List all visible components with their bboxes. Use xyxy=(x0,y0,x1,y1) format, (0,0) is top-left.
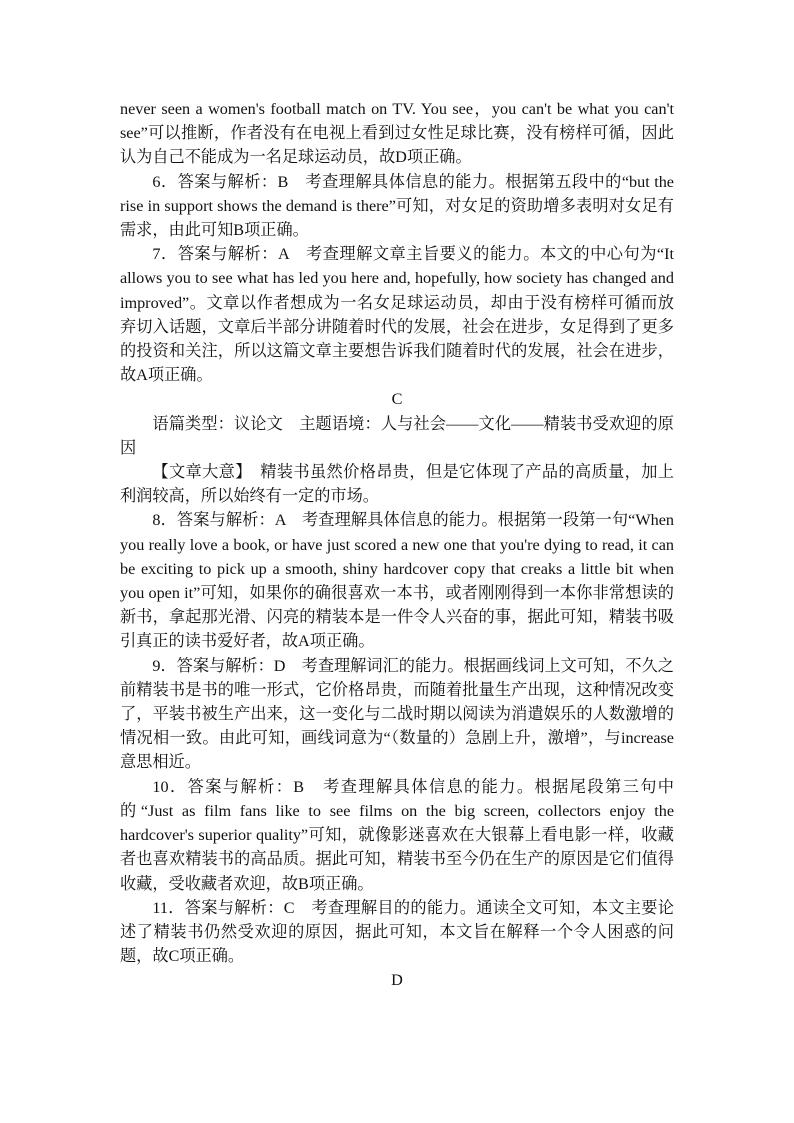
answer-9: 9．答案与解析：D 考查理解词汇的能力。根据画线词上文可知，不久之前精装书是书的唯一形式，它价格昂贵，而随着批量生产出现，这种情况改变了，平装书被生产出来，这一变化与二战时期以阅读为消遣娱乐的人数激增的情况相一致。由此可知，画线词意为“（数量的）急剧上升，激增”，与increase意思相近。 xyxy=(120,656,674,772)
document-page xyxy=(120,97,674,993)
answer-6: 6．答案与解析：B 考查理解具体信息的能力。根据第五段中的“but the rise in support shows the demand is there”可知，对女足的资助增多表明对女足有需求，由此可知B项正确。 xyxy=(120,172,674,240)
answer-7: 7．答案与解析：A 考查理解文章主旨要义的能力。本文的中心句为“It allows you to see what has led you here and, hopefully, how society has changed and improved”。文章以作者想成为一名女足球运动员，却由于没有榜样可循而放弃切入话题，文章后半部分讲随着时代的发展，社会在进步，女足得到了更多的投资和关注，所以这篇文章主要想告诉我们随着时代的发展，社会在进步，故A项正确。 xyxy=(120,245,674,385)
answer-10: 10．答案与解析：B 考查理解具体信息的能力。根据尾段第三句中的“Just as film fans like to see films on the big screen, collectors enjoy the hardcover's superior quality”可知，就像影迷喜欢在大银幕上看电影一样，收藏者也喜欢精装书的高品质。据此可知，精装书至今仍在生产的原因是它们值得收藏，受收藏者欢迎，故B项正确。 xyxy=(120,777,674,893)
section-letter-c: C xyxy=(391,390,403,409)
passage-type-line: 语篇类型：议论文 主题语境：人与社会——文化——精装书受欢迎的原因 xyxy=(120,414,674,457)
article-summary: 【文章大意】 精装书虽然价格昂贵，但是它体现了产品的高质量，加上利润较高，所以始终有一定的市场。 xyxy=(120,463,674,506)
paragraph-continuation: never seen a women's football match on TV. You see，you can't be what you can't see”可以推断，作者没有在电视上看到过女性足球比赛，没有榜样可循，因此认为自己不能成为一名足球运动员，故D项正确。 xyxy=(120,100,674,167)
section-letter-d: D xyxy=(391,971,403,990)
answer-11: 11．答案与解析：C 考查理解目的的能力。通读全文可知，本文主要论述了精装书仍然受欢迎的原因，据此可知，本文旨在解释一个令人困惑的问题，故C项正确。 xyxy=(120,898,674,966)
answer-8: 8．答案与解析：A 考查理解具体信息的能力。根据第一段第一句“When you really love a book, or have just scored a new one that you're dying to read, it can be exciting to pick up a smooth, shiny hardcover copy that creaks a little bit when you open it”可知，如果你的确很喜欢一本书，或者刚刚得到一本你非常想读的新书，拿起那光滑、闪亮的精装本是一件令人兴奋的事，据此可知，精装书吸引真正的读书爱好者，故A项正确。 xyxy=(120,511,674,651)
